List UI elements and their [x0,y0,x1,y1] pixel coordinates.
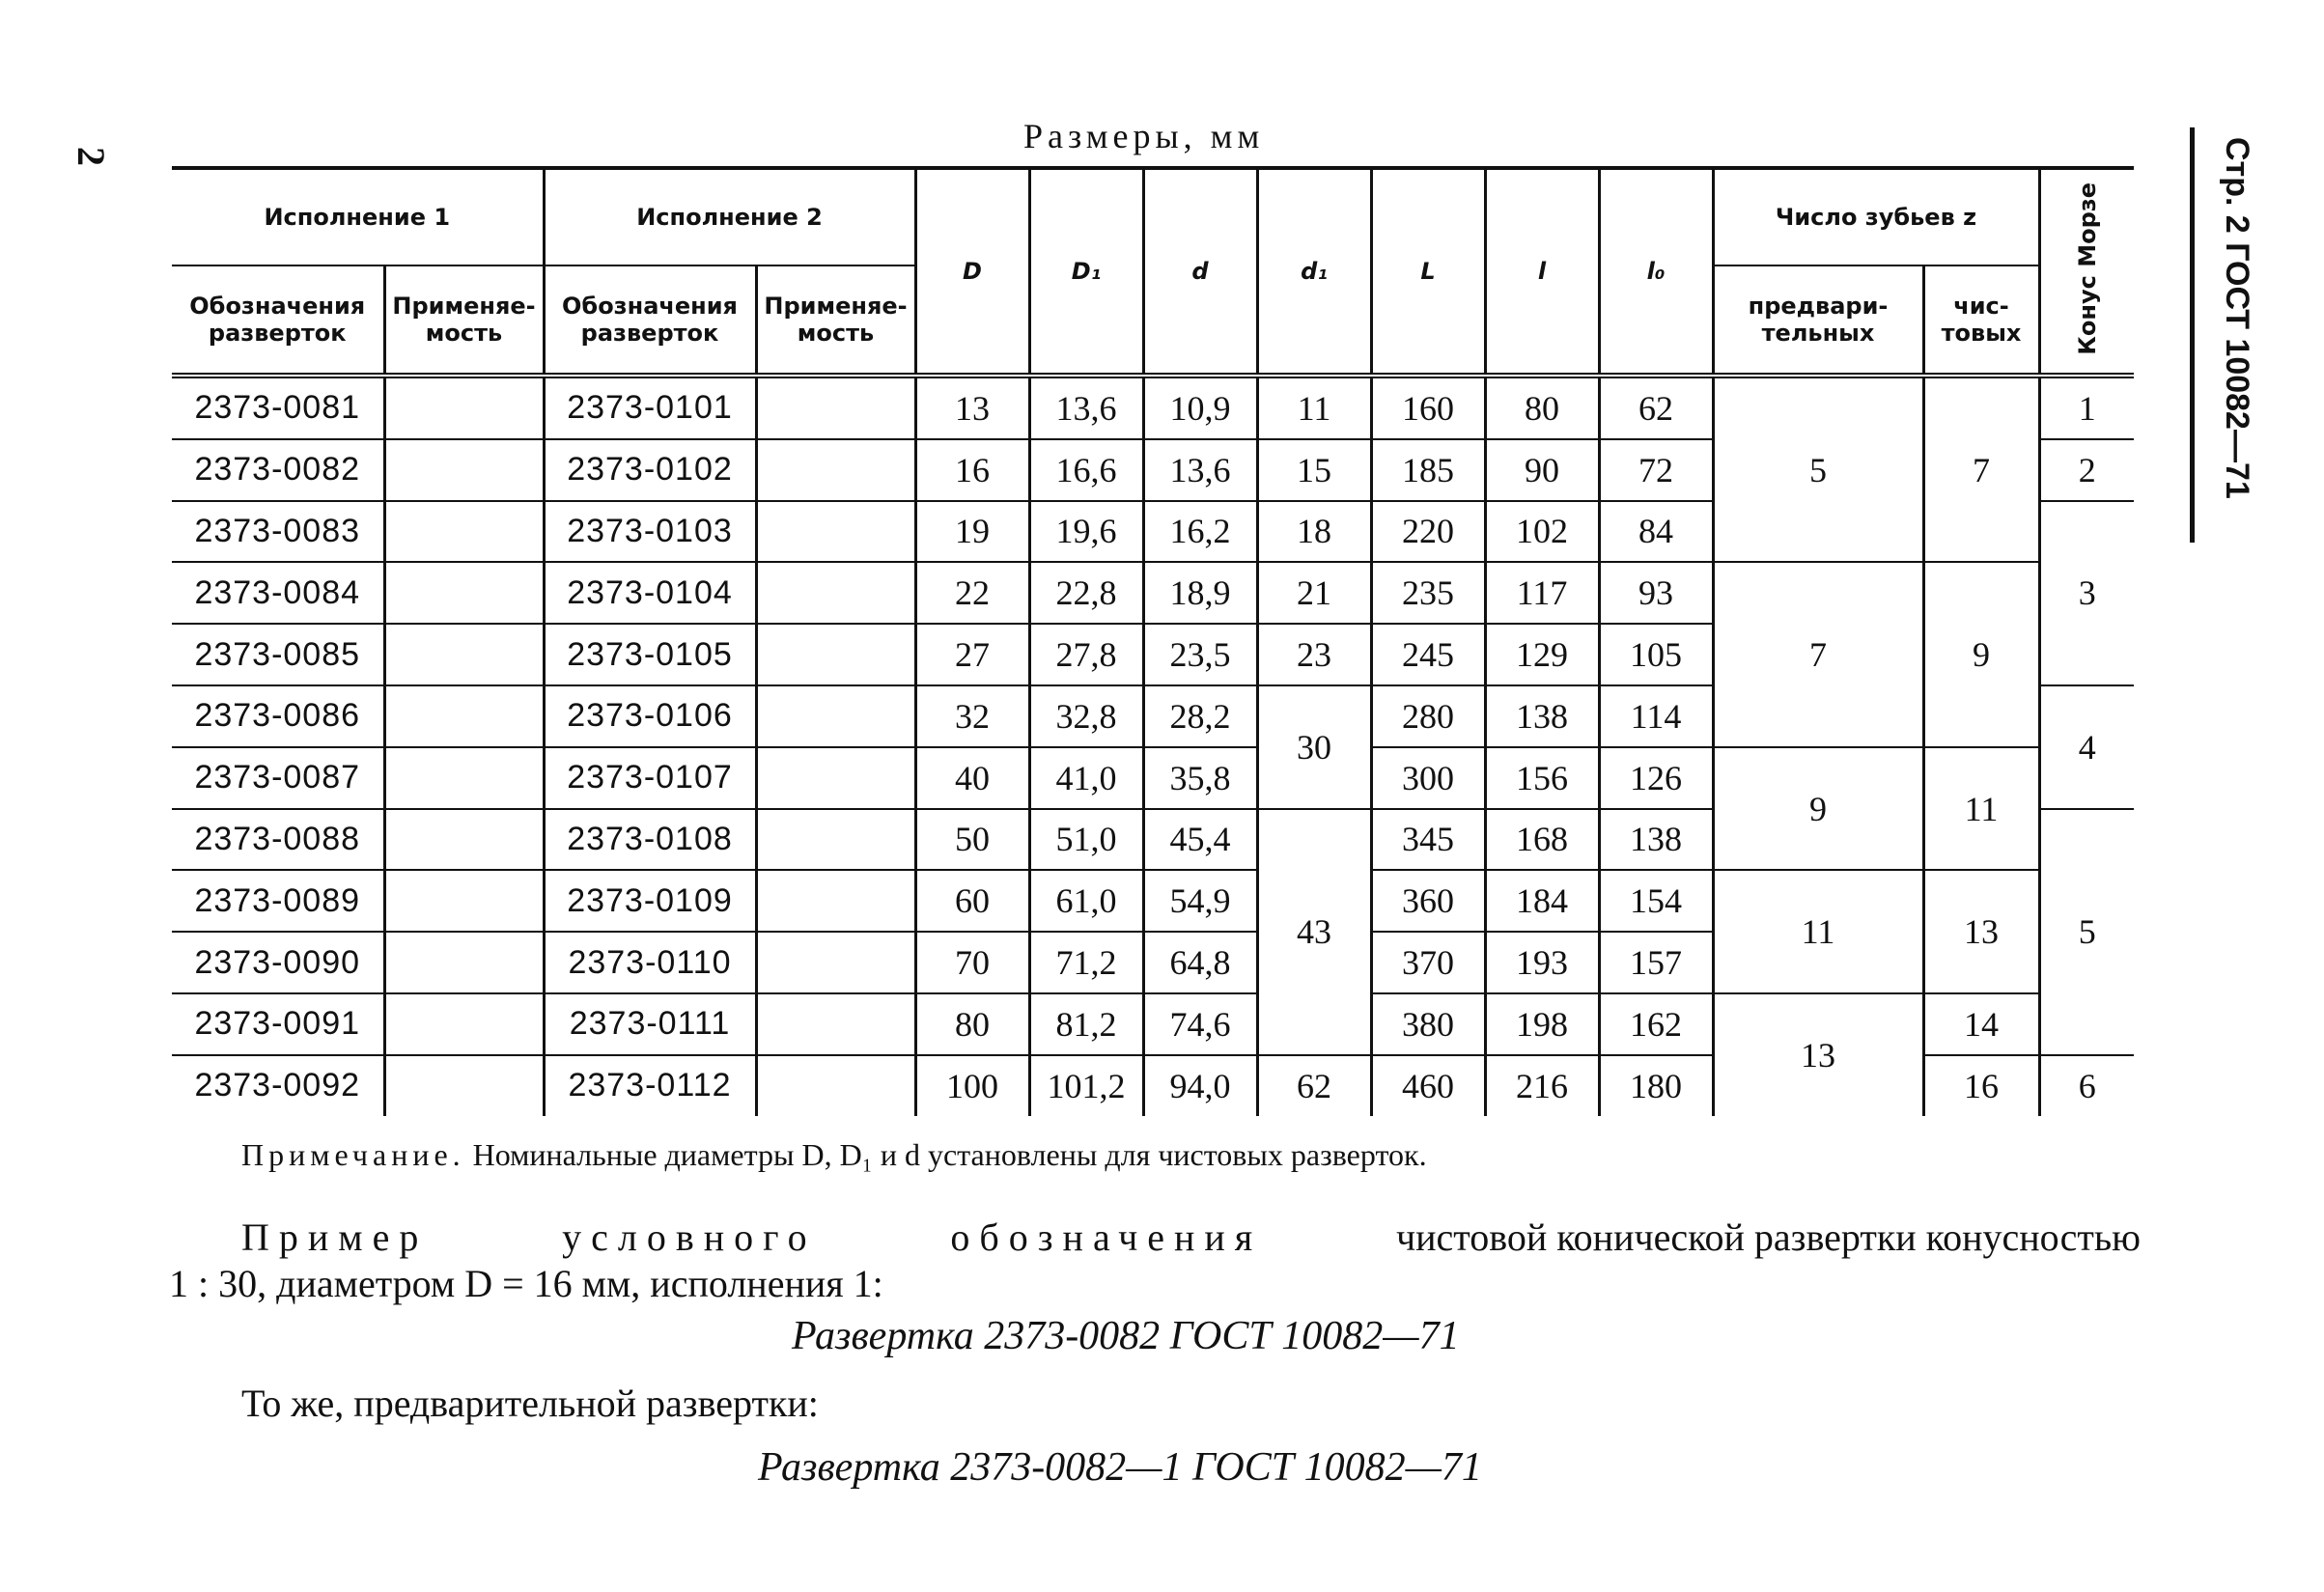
cell-l0: 72 [1599,439,1713,501]
cell-d: 45,4 [1143,809,1257,871]
cell-l0: 105 [1599,624,1713,685]
cell-usage1 [384,747,544,809]
cell-l: 138 [1485,685,1599,747]
cell-D: 60 [915,870,1029,932]
cell-D: 80 [915,993,1029,1055]
cell-L: 160 [1371,376,1485,439]
cell-L: 360 [1371,870,1485,932]
cell-D1: 81,2 [1029,993,1143,1055]
cell-ex2: 2373-0112 [544,1055,756,1116]
cell-usage2 [756,562,915,624]
cell-teeth-fin: 7 [1923,376,2039,562]
cell-morse: 3 [2039,501,2134,685]
cell-ex2: 2373-0103 [544,501,756,563]
cell-l0: 93 [1599,562,1713,624]
cell-usage2 [756,439,915,501]
table-row [172,562,2134,624]
cell-usage1 [384,809,544,871]
cell-teeth-pre: 7 [1713,562,1923,746]
cell-usage2 [756,993,915,1055]
cell-morse: 4 [2039,685,2134,809]
cell-L: 370 [1371,932,1485,993]
header-usage-1: Применяе- мость [384,265,544,376]
cell-ex2: 2373-0106 [544,685,756,747]
cell-d1: 21 [1257,562,1371,624]
cell-ex2: 2373-0101 [544,376,756,439]
cell-l0: 138 [1599,809,1713,871]
header-morse-label: Конус Морзе [2073,182,2101,355]
cell-usage2 [756,870,915,932]
cell-l0: 180 [1599,1055,1713,1116]
cell-D: 100 [915,1055,1029,1116]
cell-ex1: 2373-0087 [172,747,384,809]
cell-usage1 [384,562,544,624]
cell-L: 220 [1371,501,1485,563]
cell-usage2 [756,376,915,439]
cell-l: 102 [1485,501,1599,563]
header-l0: l₀ [1599,168,1713,376]
example-paragraph [169,1215,2141,1307]
header-teeth-count: Число зубьев z [1713,168,2039,265]
cell-usage2 [756,1055,915,1116]
cell-D1: 32,8 [1029,685,1143,747]
cell-D: 32 [915,685,1029,747]
cell-D: 70 [915,932,1029,993]
header-morse-taper [2039,168,2134,376]
cell-usage1 [384,870,544,932]
cell-ex1: 2373-0090 [172,932,384,993]
table-row [172,376,2134,439]
cell-ex2: 2373-0108 [544,809,756,871]
cell-d: 64,8 [1143,932,1257,993]
note-text: Номинальные диаметры D, D₁ и d установлены для чистовых разверток. [472,1137,1427,1172]
cell-ex1: 2373-0091 [172,993,384,1055]
example-word-2: условного [562,1215,817,1259]
header-teeth-finishing: чис- товых [1923,265,2039,376]
cell-teeth-fin: 11 [1923,747,2039,871]
cell-l0: 126 [1599,747,1713,809]
cell-ex1: 2373-0084 [172,562,384,624]
cell-l: 156 [1485,747,1599,809]
header-d: d [1143,168,1257,376]
cell-l0: 84 [1599,501,1713,563]
cell-ex2: 2373-0105 [544,624,756,685]
cell-l0: 62 [1599,376,1713,439]
cell-D: 13 [915,376,1029,439]
cell-usage2 [756,809,915,871]
cell-L: 235 [1371,562,1485,624]
table-row [172,993,2134,1055]
cell-d1: 62 [1257,1055,1371,1116]
cell-d1: 11 [1257,376,1371,439]
cell-D: 27 [915,624,1029,685]
cell-ex1: 2373-0086 [172,685,384,747]
cell-D1: 27,8 [1029,624,1143,685]
header-execution-1: Исполнение 1 [172,168,544,265]
cell-d: 35,8 [1143,747,1257,809]
cell-D: 22 [915,562,1029,624]
table-note [241,1137,1427,1173]
header-usage-2: Применяе- мость [756,265,915,376]
cell-teeth-fin: 16 [1923,1055,2039,1116]
cell-d: 23,5 [1143,624,1257,685]
units-caption: Размеры, мм [1023,117,1265,155]
cell-usage1 [384,932,544,993]
cell-D: 40 [915,747,1029,809]
cell-l: 198 [1485,993,1599,1055]
cell-d: 16,2 [1143,501,1257,563]
cell-d1: 15 [1257,439,1371,501]
same-preliminary-text: То же, предварительной развертки: [241,1382,819,1425]
cell-usage1 [384,993,544,1055]
cell-ex1: 2373-0092 [194,1067,361,1104]
cell-usage1 [384,376,544,439]
table-row [172,747,2134,809]
cell-l: 216 [1485,1055,1599,1116]
cell-ex1: 2373-0088 [172,809,384,871]
example-designation-2: Развертка 2373-0082—1 ГОСТ 10082—71 [758,1445,1482,1490]
side-page-title: Стр. 2 ГОСТ 10082—71 [2219,137,2255,499]
cell-usage1 [384,624,544,685]
cell-ex1: 2373-0081 [172,376,384,439]
header-l: l [1485,168,1599,376]
cell-L: 380 [1371,993,1485,1055]
cell-ex2: 2373-0107 [544,747,756,809]
header-L: L [1371,168,1485,376]
cell-ex2: 2373-0109 [544,870,756,932]
cell-D1: 71,2 [1029,932,1143,993]
cell-ex1: 2373-0082 [172,439,384,501]
cell-ex1: 2373-0089 [172,870,384,932]
cell-d: 74,6 [1143,993,1257,1055]
dimensions-table [172,166,2134,1116]
cell-usage1 [384,1055,544,1116]
cell-teeth-fin: 13 [1923,870,2039,993]
cell-D: 19 [915,501,1029,563]
cell-l0: 157 [1599,932,1713,993]
cell-usage2 [756,685,915,747]
header-d1: d₁ [1257,168,1371,376]
cell-D: 50 [915,809,1029,871]
cell-D1: 51,0 [1029,809,1143,871]
cell-ex2: 2373-0111 [544,993,756,1055]
example-line-1 [169,1215,2141,1261]
header-execution-2: Исполнение 2 [544,168,915,265]
cell-d: 54,9 [1143,870,1257,932]
cell-d: 94,0 [1143,1055,1257,1116]
cell-L: 245 [1371,624,1485,685]
cell-teeth-pre: 5 [1713,376,1923,562]
cell-l0: 114 [1599,685,1713,747]
cell-teeth-pre: 13 [1713,993,1923,1116]
cell-D1: 41,0 [1029,747,1143,809]
cell-morse: 1 [2039,376,2134,439]
cell-D: 16 [915,439,1029,501]
side-rule [2190,127,2195,543]
cell-teeth-fin: 14 [1923,993,2039,1055]
cell-teeth-pre: 9 [1713,747,1923,871]
example-word-1: Пример [241,1215,429,1259]
cell-D1: 22,8 [1029,562,1143,624]
cell-morse: 2 [2039,439,2134,501]
cell-l0: 154 [1599,870,1713,932]
header-teeth-preliminary: предвари- тельных [1713,265,1923,376]
cell-d: 18,9 [1143,562,1257,624]
header-D: D [915,168,1029,376]
example-designation-1: Развертка 2373-0082 ГОСТ 10082—71 [792,1314,1460,1358]
table-row [172,870,2134,932]
cell-ex1: 2373-0083 [172,501,384,563]
header-D1: D₁ [1029,168,1143,376]
cell-d: 13,6 [1143,439,1257,501]
cell-l: 90 [1485,439,1599,501]
cell-L: 345 [1371,809,1485,871]
cell-usage1 [384,501,544,563]
example-word-3: обозначения [950,1215,1263,1259]
cell-d1: 43 [1257,809,1371,1055]
cell-L: 185 [1371,439,1485,501]
cell-d1: 30 [1257,685,1371,809]
cell-ex2: 2373-0104 [544,562,756,624]
cell-usage1 [384,439,544,501]
cell-l: 193 [1485,932,1599,993]
cell-usage1 [384,685,544,747]
cell-l: 168 [1485,809,1599,871]
cell-d1: 18 [1257,501,1371,563]
header-designation-1: Обозначения разверток [172,265,384,376]
cell-d: 10,9 [1143,376,1257,439]
cell-D1: 13,6 [1029,376,1143,439]
cell-usage2 [756,501,915,563]
cell-l: 184 [1485,870,1599,932]
cell-usage2 [756,932,915,993]
cell-ex2: 2373-0110 [544,932,756,993]
example-line-2: 1 : 30, диаметром D = 16 мм, исполнения 1: [169,1262,883,1305]
cell-L: 280 [1371,685,1485,747]
cell-teeth-pre: 11 [1713,870,1923,993]
header-designation-2: Обозначения разверток [544,265,756,376]
cell-d: 28,2 [1143,685,1257,747]
cell-usage2 [756,624,915,685]
cell-d1: 23 [1257,624,1371,685]
cell-l: 80 [1485,376,1599,439]
cell-L: 300 [1371,747,1485,809]
cell-usage2 [756,747,915,809]
cell-D1: 101,2 [1029,1055,1143,1116]
cell-ex2: 2373-0102 [544,439,756,501]
cell-D1: 61,0 [1029,870,1143,932]
cell-l0: 162 [1599,993,1713,1055]
cell-D1: 19,6 [1029,501,1143,563]
page-number: 2 [70,147,113,166]
dimensions-table-wrap [172,166,2134,1116]
cell-ex1: 2373-0085 [172,624,384,685]
cell-teeth-fin: 9 [1923,562,2039,746]
cell-l: 117 [1485,562,1599,624]
note-label: Примечание. [241,1137,465,1172]
cell-L: 460 [1371,1055,1485,1116]
example-rest: чистовой коничеcкой развертки конусностью [1396,1215,2141,1259]
cell-D1: 16,6 [1029,439,1143,501]
cell-l: 129 [1485,624,1599,685]
cell-morse: 6 [2039,1055,2134,1116]
cell-morse: 5 [2039,809,2134,1055]
